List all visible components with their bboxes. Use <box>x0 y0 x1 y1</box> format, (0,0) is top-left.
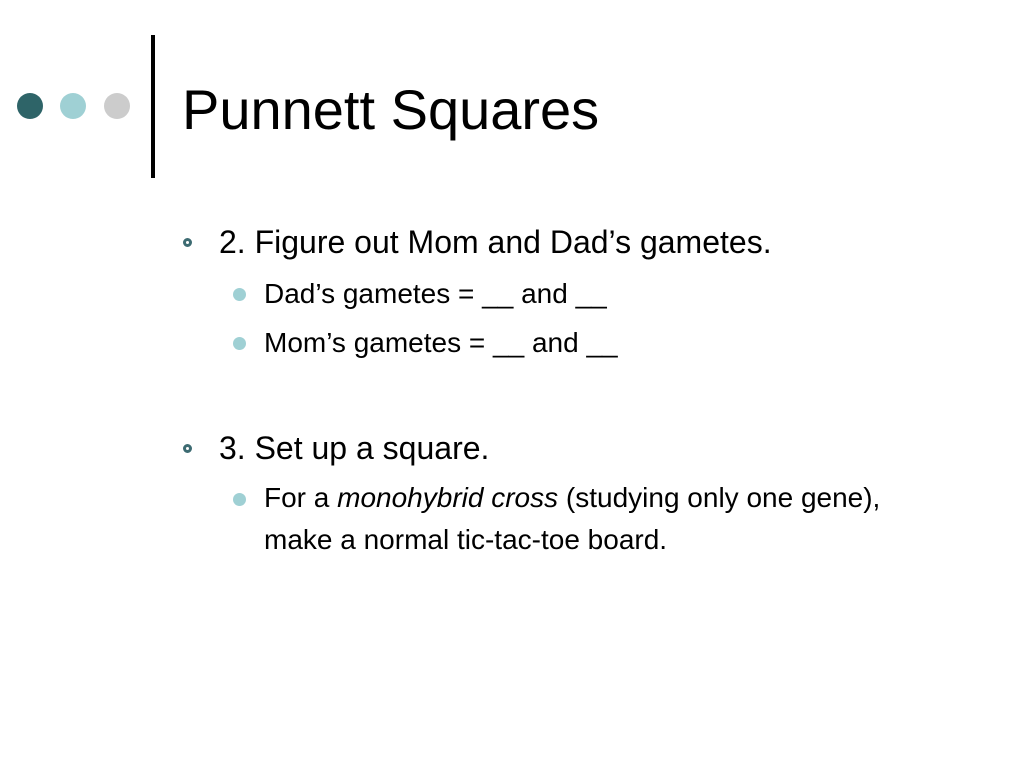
bullet-item-step-3: 3. Set up a square. <box>219 430 490 466</box>
slide-title: Punnett Squares <box>182 78 600 141</box>
bullet-ring-icon <box>183 444 192 453</box>
sub-bullet-mom-gametes: Mom’s gametes = __ and __ <box>264 327 618 358</box>
sub-bullet-monohybrid-cross <box>264 477 954 561</box>
bullet-item-step-2: 2. Figure out Mom and Dad’s gametes. <box>219 224 772 260</box>
sub-bullet-dot-icon <box>233 337 246 350</box>
sub-bullet-dad-gametes: Dad’s gametes = __ and __ <box>264 278 607 309</box>
sub-bullet-dot-icon <box>233 288 246 301</box>
sub-bullet-text-end: (studying only one gene), make a normal tic-tac-toe board. <box>264 482 881 555</box>
sub-bullet-text-start: For a <box>264 482 338 513</box>
sub-bullet-dot-icon <box>233 493 246 506</box>
emphasized-term: monohybrid cross <box>337 482 559 513</box>
bullet-ring-icon <box>183 238 192 247</box>
